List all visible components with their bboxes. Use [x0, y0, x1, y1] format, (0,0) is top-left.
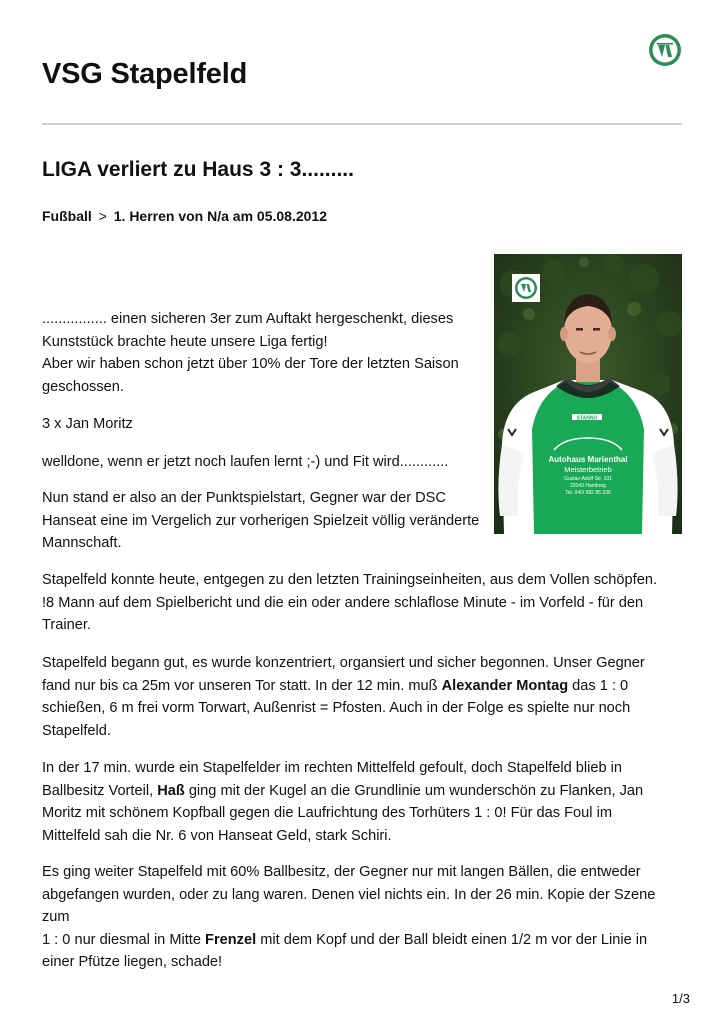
- article-paragraph: [42, 757, 682, 847]
- text-line: geschossen.: [42, 378, 124, 395]
- page-number: 1/3: [671, 991, 690, 1006]
- sponsor-line2: Meisterbetrieb: [564, 465, 612, 474]
- site-title: VSG Stapelfeld: [42, 58, 248, 90]
- sponsor-line4: 22043 Hamburg: [570, 483, 606, 489]
- text-line: einer Pfütze liegen, schade!: [42, 954, 223, 970]
- text-line: ging mit der Kugel an die Grundlinie um wunderschön zu Flanken, Jan: [184, 782, 644, 799]
- article-title: LIGA verliert zu Haus 3 : 3.........: [42, 158, 354, 181]
- article-byline: von N/a am 05.08.2012: [178, 208, 327, 224]
- player-name: Alexander Montag: [441, 677, 569, 694]
- sponsor-line3: Gustav-Adolf-Str. 101: [564, 476, 612, 482]
- text-line: zum: [42, 909, 70, 925]
- text-line: Ballbesitz Vorteil,: [42, 782, 158, 799]
- text-line: Kunststück brachte heute unsere Liga fertig!: [42, 333, 328, 350]
- text-line: mit dem Kopf und der Ball bleidt einen 1/2 m vor der Linie in: [256, 931, 648, 948]
- text-line: In der 17 min. wurde ein Stapelfelder im rechten Mittelfeld gefoult, doch Stapelfeld blieb in: [42, 760, 623, 776]
- text-line: ................ einen sicheren 3er zum Auftakt hergeschenkt, dieses: [42, 311, 454, 327]
- breadcrumb: [42, 208, 327, 224]
- breadcrumb-category[interactable]: Fußball: [42, 208, 92, 224]
- article-paragraph: welldone, wenn er jetzt noch laufen lernt ;-) und Fit wird............: [42, 454, 449, 470]
- header-divider: [42, 123, 682, 125]
- player-name: Haß: [157, 782, 185, 799]
- player-photo: [494, 254, 682, 534]
- text-line: fand nur bis ca 25m vor unseren Tor statt. In der 12 min. muß: [42, 677, 442, 694]
- text-line: Mittelfeld sah die Nr. 6 von Hanseat Geld, stark Schiri.: [42, 827, 392, 844]
- article-paragraph: [42, 652, 682, 742]
- player-name: Frenzel: [205, 931, 257, 948]
- article-paragraph: [42, 569, 682, 637]
- text-line: Es ging weiter Stapelfeld mit 60% Ballbesitz, der Gegner nur mit langen Bällen, die entweder: [42, 864, 641, 880]
- sponsor-line5: Tel. 040/ 682 85 330: [565, 490, 611, 496]
- article-paragraph: [42, 861, 682, 974]
- text-line: Aber wir haben schon jetzt über 10% der Tore der letzten Saison: [42, 356, 459, 372]
- club-crest-icon: [648, 33, 682, 67]
- text-line: Stapelfeld.: [42, 722, 111, 739]
- text-line: Trainer.: [42, 617, 91, 633]
- text-line: 1 : 0 nur diesmal in Mitte: [42, 931, 206, 948]
- breadcrumb-separator-icon: >: [98, 208, 107, 224]
- article-paragraph: 3 x Jan Moritz: [42, 416, 133, 432]
- text-line: !8 Mann auf dem Spielbericht und die ein oder andere schlaflose Minute - im Vorfeld - für den: [42, 594, 644, 611]
- text-line: Stapelfeld begann gut, es wurde konzentriert, organsiert und sicher begonnen. Unser Gegner: [42, 655, 645, 671]
- shirt-brand: STANNO: [576, 415, 598, 422]
- article-paragraph: [42, 487, 492, 555]
- text-line: schießen, 6 m frei vorm Torwart, Außenrist = Pfosten. Auch in der Folge es spielte nur noch: [42, 700, 631, 716]
- text-line: Moritz mit schönem Kopfball gegen die Laufrichtung des Torhüters 1 : 0! Für das Foul im: [42, 805, 612, 821]
- breadcrumb-subcategory[interactable]: 1. Herren: [113, 208, 175, 224]
- article-paragraph: [42, 308, 492, 398]
- text-line: abgefangen wurden, oder zu lang waren. Denen viel nichts ein. In der 26 min. Kopie der Szene: [42, 886, 656, 903]
- text-line: Mannschaft.: [42, 535, 122, 551]
- text-line: Stapelfeld konnte heute, entgegen zu den letzten Trainingseinheiten, aus dem Vollen schöpfen.: [42, 572, 658, 588]
- sponsor-line1: Autohaus Marienthal: [548, 455, 628, 464]
- text-line: Hanseat eine im Vergelich zur vorherigen Spielzeit völlig veränderte: [42, 512, 480, 529]
- text-line: das 1 : 0: [568, 677, 629, 694]
- text-line: Nun stand er also an der Punktspielstart, Gegner war der DSC: [42, 490, 446, 506]
